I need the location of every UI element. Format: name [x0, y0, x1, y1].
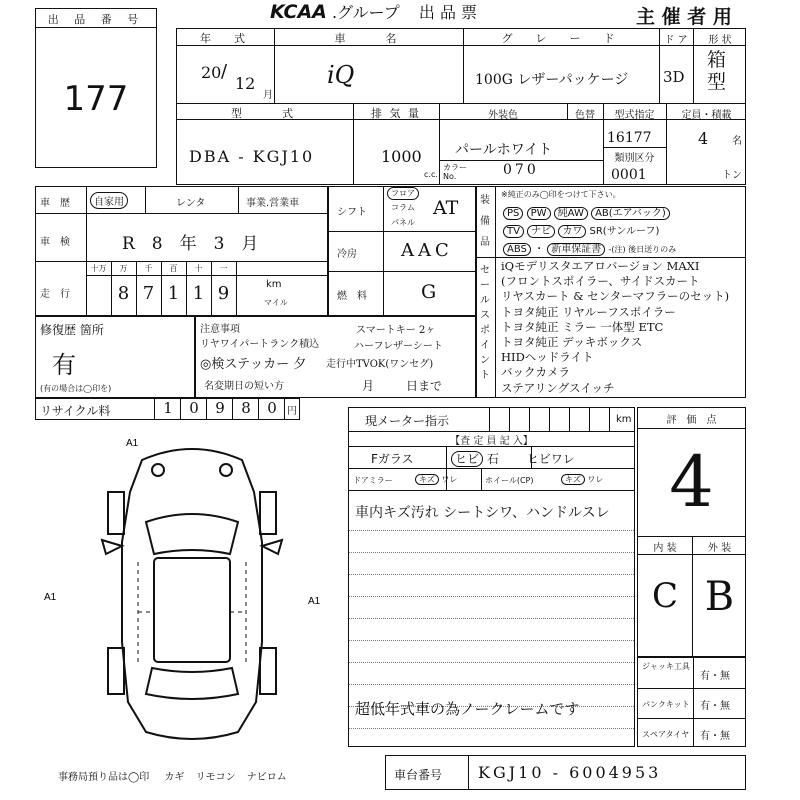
left-headlight	[152, 464, 164, 476]
doors-value: 3D	[663, 68, 685, 86]
tools-block	[637, 657, 746, 747]
wheel-opt-crack: ワレ	[587, 475, 604, 484]
mirror-options	[415, 474, 457, 485]
mileage-digit: 1	[167, 283, 180, 304]
inspector-rule	[349, 618, 634, 619]
footer-remote: リモコン	[195, 772, 236, 783]
caution-month: 月	[362, 379, 375, 393]
glass-options	[451, 450, 631, 467]
equip-sunroof: SR(サンルーフ)	[589, 226, 660, 237]
recycle-label: リサイクル料	[40, 404, 111, 418]
overall-score: 4	[669, 441, 714, 523]
sales-point-line: iQモデリスタエアロバージョン MAXI	[501, 259, 700, 273]
mileage-digit: 1	[192, 283, 205, 304]
header-logo	[270, 0, 477, 23]
class-label: 類別区分	[614, 153, 655, 164]
right-mirror	[262, 540, 282, 554]
kcaa-logo: KCAA	[270, 1, 327, 23]
mileage-unit-label: 万	[119, 264, 128, 273]
history-business: 事業.営業車	[246, 198, 300, 209]
right-front-wheel	[260, 492, 276, 534]
lot-number: 177	[63, 79, 129, 119]
equip-ps: PS	[503, 207, 523, 220]
sales-point-line: バックカメラ	[501, 365, 570, 380]
history-private: 自家用	[90, 192, 128, 209]
grades-block	[637, 407, 746, 657]
sales-point-line: トヨタ純正 ミラー 一体型 ETC	[501, 319, 664, 334]
tool-spare-label: スペアタイヤ	[642, 730, 690, 739]
inspector-rule	[349, 596, 634, 597]
car-name: iQ	[327, 61, 355, 89]
recolor-label: 色替	[575, 110, 595, 121]
class-value: 0001	[611, 167, 647, 183]
equip-leather: カワ	[558, 225, 586, 238]
grade-value: 100G レザーパッケージ	[475, 72, 629, 88]
glass-opt-crack: ヒビ	[451, 451, 483, 467]
mirror-label: ドアミラー	[353, 476, 393, 485]
right-headlight	[220, 464, 232, 476]
group-label: .グループ	[331, 3, 400, 22]
displacement-value: 1000	[381, 147, 422, 166]
recycle-unit: 円	[287, 406, 297, 417]
history-label: 車 歴	[40, 198, 70, 209]
repair-label: 修復歴 箇所	[40, 323, 104, 337]
sales-points-list	[501, 259, 729, 396]
repair-note: (有の場合は◯印を)	[40, 384, 112, 393]
inspector-rule	[349, 552, 634, 553]
equip-abs: ABS	[503, 243, 531, 256]
mileage-unit-label: 十	[194, 264, 203, 273]
recycle-digit: 9	[206, 399, 233, 419]
tool-jack-label: ジャッキ工具	[642, 662, 690, 671]
car-name-label: 車 名	[334, 32, 403, 45]
rear-window	[146, 668, 238, 699]
lot-number-box	[35, 8, 157, 168]
equip-dot: ・	[534, 244, 545, 255]
wheel-opt-scratch: キズ	[561, 474, 585, 485]
mileage-digit: 9	[217, 283, 230, 304]
footer-items-label: 事務局預り品は◯印	[58, 772, 150, 783]
ac-value: AAC	[401, 240, 453, 261]
equip-tv: TV	[503, 225, 524, 238]
inspector-rule	[349, 728, 634, 729]
mirror-opt-scratch: キズ	[415, 474, 439, 485]
model-value: DBA - KGJ10	[189, 147, 315, 166]
type-cert-value: 16177	[607, 130, 652, 146]
equip-note: -(注) 後日送りのみ	[608, 245, 677, 254]
equip-airbag: AB(エアバック)	[591, 207, 670, 220]
drivetrain-block	[328, 186, 476, 316]
glass-label: Fガラス	[371, 452, 414, 466]
mileage-unit-label: 一	[219, 264, 228, 273]
inspector-rule	[349, 574, 634, 575]
equipment-block	[476, 186, 746, 398]
shape-value: 箱型	[707, 49, 727, 93]
inspection-label: 車 検	[40, 237, 70, 248]
shift-panel: パネル	[391, 218, 415, 227]
recycle-digit: 1	[154, 399, 181, 419]
lot-number-label: 出 品 番 号	[47, 13, 145, 26]
grade-label: グ レ ー ド	[501, 32, 621, 45]
inspector-block	[348, 407, 635, 747]
glass-opt-shatter: ヒビワレ	[526, 452, 575, 466]
caution-wiper: リヤワイパートランク積込	[200, 339, 320, 350]
mirror-opt-crack: ワレ	[441, 475, 458, 484]
right-rear-wheel	[260, 648, 276, 694]
diagram-mark-top: A1	[126, 438, 139, 449]
glass-opt-stone: 石	[486, 452, 499, 466]
load-unit: トン	[722, 170, 742, 181]
year-label: 年 式	[200, 32, 251, 45]
sales-point-line: トヨタ純正 リヤルーフスポイラー	[501, 304, 676, 319]
sales-point-line: (フロントスポイラー、サイドスカート	[501, 274, 700, 289]
caution-day: 日まで	[406, 379, 443, 393]
equip-warranty: 新車保証書	[547, 243, 605, 256]
year-era: 20	[201, 63, 222, 82]
caution-tv: 走行中TVOK(ワンセグ)	[326, 359, 434, 370]
car-damage-diagram	[44, 432, 321, 752]
meter-label: 現メーター指示	[365, 414, 450, 428]
displacement-unit: c.c.	[424, 170, 438, 179]
exterior-color-value: パールホワイト	[455, 142, 553, 158]
model-label: 型 式	[231, 107, 299, 120]
diagram-mark-right: A1	[308, 596, 321, 607]
type-cert-label: 型式指定	[614, 110, 655, 121]
equip-pw: PW	[527, 207, 551, 220]
shift-floor: フロア	[387, 187, 419, 200]
mileage-unit-label: 百	[169, 264, 178, 273]
inspector-rule	[349, 640, 634, 641]
equip-aw: 純AW	[554, 207, 588, 220]
sales-point-line: リヤスカート & センターマフラーのセット)	[501, 289, 730, 304]
inspector-label: 【査 定 員 記 入】	[450, 436, 533, 447]
sales-point-line: HIDヘッドライト	[501, 350, 594, 365]
mileage-label: 走 行	[40, 289, 70, 300]
left-rear-wheel	[108, 648, 124, 694]
shift-column: コラム	[391, 203, 415, 212]
wheel-label: ホイール(CP)	[485, 476, 534, 485]
chassis-block	[385, 755, 746, 790]
shift-label: シフト	[337, 207, 367, 218]
sales-points-label: セールスポイント	[480, 265, 490, 381]
tool-spare-value: 有・無	[700, 731, 730, 742]
inspector-rule	[349, 662, 634, 663]
inspector-note-2: 超低年式車の為ノークレームです	[355, 700, 580, 718]
inspector-note-1: 車内キズ汚れ シートシワ、ハンドルスレ	[355, 505, 610, 521]
left-mirror	[102, 540, 122, 554]
sales-point-line: トヨタ純正 デッキボックス	[501, 335, 643, 350]
overall-score-label: 評 価 点	[666, 415, 717, 426]
diagram-mark-left: A1	[44, 592, 57, 603]
fuel-label: 燃 料	[337, 291, 367, 302]
caution-half-leather: ハーフレザーシート	[354, 341, 443, 352]
left-front-wheel	[108, 492, 124, 534]
sheet-title: 出 品 票	[418, 3, 478, 22]
shape-label: 形 状	[708, 35, 732, 46]
year-month-suffix: 月	[263, 90, 273, 101]
color-no-value: 070	[503, 162, 539, 178]
displacement-label: 排 気 量	[371, 107, 421, 120]
chassis-number: KGJ10 - 6004953	[478, 763, 662, 782]
equipment-row-1	[503, 204, 670, 219]
capacity-label: 定員・積載	[681, 110, 732, 121]
history-block	[35, 186, 328, 316]
meter-unit: km	[616, 414, 632, 425]
equipment-row-2	[503, 222, 659, 237]
mileage-digit: 8	[117, 283, 130, 304]
cautions-block	[195, 316, 476, 398]
tool-puncture-value: 有・無	[700, 701, 730, 712]
equip-navi: ナビ	[527, 225, 555, 238]
windshield	[146, 514, 238, 554]
inspector-rule	[349, 530, 634, 531]
recycle-digit: 8	[232, 399, 259, 419]
exterior-grade: B	[704, 574, 735, 620]
caution-smartkey: スマートキー 2ヶ	[356, 325, 436, 336]
km-label: km	[266, 279, 282, 290]
sales-point-line: ステアリングスイッチ	[501, 380, 615, 395]
history-rental: レンタ	[176, 198, 206, 209]
repair-value: 有	[52, 351, 76, 379]
recycle-digit: 0	[258, 399, 285, 419]
mileage-unit-label: 十万	[90, 264, 107, 273]
interior-grade: C	[651, 576, 678, 616]
inspector-rule	[349, 684, 634, 685]
footer-key: カギ	[164, 772, 185, 783]
tool-jack-value: 有・無	[700, 671, 730, 682]
caution-sticker: ◎検ステッカー 夕	[200, 357, 307, 372]
exterior-color-label: 外装色	[488, 110, 518, 121]
tool-puncture-label: パンクキット	[642, 700, 690, 709]
year-slash: /	[221, 61, 228, 82]
year-month: 12	[235, 74, 256, 93]
mileage-unit-label: 千	[144, 264, 153, 273]
equipment-label: 装備品	[480, 195, 490, 248]
interior-label: 内 装	[653, 543, 677, 554]
chassis-label: 車台番号	[394, 768, 443, 782]
ac-label: 冷房	[337, 249, 357, 260]
color-no-label: カラー No.	[443, 163, 467, 181]
footer-items	[58, 768, 287, 783]
host-label: 主 催 者 用	[636, 6, 732, 28]
roof	[154, 558, 230, 662]
shift-value: AT	[433, 197, 459, 219]
cautions-label: 注意事項	[200, 324, 240, 335]
vehicle-info-block	[176, 28, 746, 185]
fuel-value: G	[421, 281, 437, 303]
capacity-unit: 名	[732, 136, 742, 147]
wheel-options	[561, 474, 603, 485]
caution-name-change: 名変期日の短い方	[204, 381, 284, 392]
mile-label: マイル	[264, 298, 288, 307]
equipment-note: ※純正のみ◯印をつけて下さい。	[501, 190, 621, 199]
repair-block	[35, 316, 195, 398]
inspection-value: R 8 年 3 月	[122, 234, 259, 254]
car-body-outline	[122, 449, 262, 739]
recycle-block	[35, 398, 300, 420]
footer-navi: ナビロム	[246, 772, 287, 783]
capacity-value: 4	[698, 129, 709, 148]
equipment-row-3	[503, 240, 676, 255]
recycle-digit: 0	[180, 399, 207, 419]
mileage-digit: 7	[142, 283, 155, 304]
doors-label: ド ア	[664, 35, 688, 46]
exterior-label: 外 装	[707, 543, 732, 554]
